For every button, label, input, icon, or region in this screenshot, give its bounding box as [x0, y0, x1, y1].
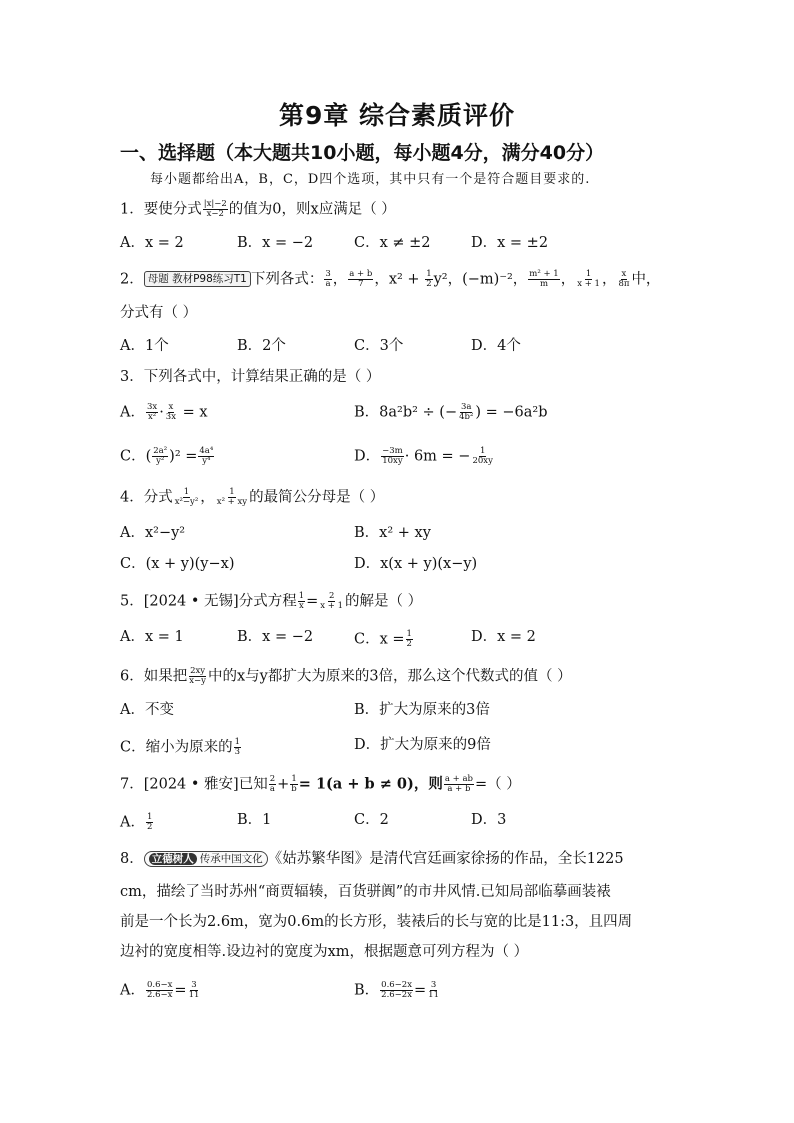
q3-a-f2-num: x	[168, 402, 174, 412]
q5-c-f-den: 2	[406, 638, 412, 649]
q2-frac-2	[348, 270, 373, 289]
question-8-line-3: 前是一个长为2.6m，宽为0.6m的长方形，装裱后的长与宽的比是11:3，且四周	[120, 914, 633, 930]
q3-c-f-den: y²	[156, 455, 165, 466]
q7-option-d[interactable]: D．3	[471, 812, 507, 828]
q3-b-head: 8a²b² ÷ (−	[379, 404, 458, 421]
q4-option-c[interactable]: C．(x + y)(y−x)	[120, 556, 235, 572]
q6-f-num: 2xy	[190, 666, 206, 676]
q3-b-f-num: 3a	[461, 402, 472, 412]
q3-a-frac-2	[165, 403, 177, 422]
question-4-stem: 4．分式 $\frac{1}{\text{x²−y²}}$ ， $\frac{1}{\text{x² + xy}}$ 的最简公分母是（ ）	[120, 487, 385, 507]
question-8-line-4: 边衬的宽度相等.设边衬的宽度为xm，根据题意可列方程为（ ）	[120, 944, 529, 960]
q5-option-b[interactable]: B．x = −2	[237, 629, 314, 645]
q4-f1-num: 1	[183, 487, 190, 497]
q3-d-frac	[381, 447, 404, 466]
q2-f4-num: m² + 1	[529, 269, 559, 279]
question-3-stem: 3．下列各式中，计算结果正确的是（ ）	[120, 369, 381, 385]
q6-pre: 6．如果把	[120, 668, 188, 685]
q8-b-r-num: 3	[430, 980, 437, 990]
q2-option-a[interactable]: A．1个	[120, 338, 169, 354]
q6-c-f-den: 3	[234, 746, 241, 757]
q3-a-label: A．	[120, 404, 145, 421]
q7-option-b[interactable]: B．1	[237, 812, 272, 828]
q7-mid: = 1(a + b ≠ 0)，则	[298, 775, 443, 793]
q1-option-b[interactable]: B．x = −2	[237, 235, 314, 251]
q4-option-a[interactable]: A．x²−y²	[120, 525, 186, 541]
q3-a-f1-den: x²	[147, 411, 157, 422]
question-7-stem	[120, 775, 521, 794]
q8-number: 8．	[120, 851, 144, 867]
q5-c-frac	[406, 630, 413, 649]
q8-b-rhs-frac	[427, 981, 440, 1000]
q1-stem-pre: 1．要使分式	[120, 201, 202, 218]
q7-a-label: A．	[120, 814, 145, 831]
q8-b-f-num: 0.6−2x	[381, 980, 412, 990]
q3-c-r-den: y⁴	[202, 455, 211, 466]
q5-f1-num: 1	[298, 591, 305, 601]
q8-b-f-den: 2.6−2x	[381, 989, 412, 1000]
q2-f4-den: m	[539, 278, 549, 289]
q8-a-f-den: 2.6−x	[146, 989, 173, 1000]
q6-post: 中的x与y都扩大为原来的3倍，那么这个代数式的值（ ）	[207, 668, 572, 685]
question-5-stem	[120, 592, 422, 611]
q6-c-f-num: 1	[234, 737, 241, 747]
q8-culture-tag	[144, 851, 268, 867]
q5-pre: 5．[2024 • 无锡]分式方程	[120, 593, 297, 610]
q4-option-d[interactable]: D．x(x + y)(x−y)	[354, 556, 478, 572]
q7-f3-num: a + ab	[444, 774, 473, 784]
q7-a-f-den: 2	[146, 821, 153, 832]
q5-frac-1	[298, 592, 305, 611]
q8-tag-left: 立德树人	[149, 853, 197, 865]
q3-c-result-frac	[198, 447, 214, 466]
q3-a-f1-num: 3x	[146, 402, 158, 412]
q3-d-f-num: −3m	[382, 446, 403, 456]
q2-option-b[interactable]: B．2个	[237, 338, 286, 354]
q4-frac-1	[174, 488, 200, 507]
q3-b-frac	[458, 403, 474, 422]
q2-f3-num: 1	[426, 269, 432, 279]
q1-fraction	[203, 200, 228, 219]
q3-d-f-den: 10xy	[382, 455, 403, 466]
q6-option-c[interactable]	[120, 738, 242, 757]
q7-frac-2	[290, 775, 297, 794]
q3-c-frac	[152, 447, 168, 466]
q2-f6-den: 8π	[618, 278, 630, 289]
q8-b-frac	[380, 981, 413, 1000]
q8-a-frac	[146, 981, 173, 1000]
question-6-stem	[120, 667, 572, 686]
q2-option-c[interactable]: C．3个	[354, 338, 404, 354]
q6-c-frac	[234, 738, 241, 757]
q6-frac	[188, 667, 207, 686]
q5-f1-den: x	[299, 600, 304, 611]
q3-c-mid: )² =	[169, 448, 198, 465]
q4-frac-2	[216, 488, 248, 507]
section-instruction: 每小题都给出A，B，C，D四个选项，其中只有一个是符合题目要求的.	[150, 172, 591, 187]
question-8-line-2: cm，描绘了当时苏州“商贾辐辏，百货骈阗”的市井风情.已知局部临摹画装裱	[120, 884, 611, 900]
q3-d-r-den: 20xy	[472, 455, 493, 466]
q8-b-label: B．	[354, 982, 380, 999]
q2-expr3a: x² +	[388, 271, 425, 288]
q6-c-label: C．缩小为原来的	[120, 739, 233, 756]
q2-f6-num: x	[621, 269, 627, 279]
q7-plus: +	[277, 776, 290, 793]
q7-a-frac	[146, 813, 153, 832]
q2-source-tag: 母题 教材P98练习T1	[144, 271, 251, 287]
q2-expr3b: y²，(−m)⁻²，	[433, 271, 528, 288]
q8-tag-right: 传承中国文化	[199, 853, 263, 865]
q2-stem-end: 中，	[631, 271, 661, 288]
q5-option-d[interactable]: D．x = 2	[471, 629, 536, 645]
q5-c-f-num: 1	[406, 629, 412, 639]
q3-b-label: B．	[354, 404, 380, 421]
q4-post: 的最简公分母是（ ）	[249, 489, 385, 506]
q1-stem-post: 的值为0，则x应满足（ ）	[228, 201, 396, 218]
q3-d-result-frac	[471, 447, 493, 466]
q8-a-r-num: 3	[191, 980, 197, 990]
q7-f3-den: a + b	[447, 783, 471, 794]
question-8-line-1	[120, 851, 624, 867]
q3-a-tail: = x	[182, 404, 208, 421]
q1-frac-den: x−2	[206, 208, 224, 219]
q3-option-a[interactable]: A． $\frac{3x}{\text{x²}}$ · $\frac{x}{3x}$ = x	[120, 402, 208, 422]
q2-f5-den: x + 1	[577, 278, 600, 289]
q7-frac-1	[269, 775, 276, 794]
q2-f2-den: 7	[358, 278, 364, 289]
q3-d-mid: · 6m = −	[404, 448, 471, 465]
q8-b-r-den: 11	[428, 989, 439, 1000]
q1-option-c[interactable]: C．x ≠ ±2	[354, 235, 431, 251]
question-1-stem	[120, 200, 396, 219]
q3-d-label: D．	[354, 448, 381, 465]
q1-option-d[interactable]: D．x = ±2	[471, 235, 549, 251]
q3-d-r-num: 1	[479, 446, 486, 456]
q4-pre: 4．分式	[120, 489, 173, 506]
q8-line1-text: 《姑苏繁华图》是清代宫廷画家徐扬的作品，全长1225	[267, 851, 624, 867]
q5-eq: =	[306, 593, 319, 610]
q8-b-eq: =	[414, 982, 427, 999]
q3-option-b[interactable]	[354, 403, 548, 422]
q6-option-a[interactable]: A．不变	[120, 702, 174, 718]
q7-f1-num: 2	[269, 774, 276, 784]
q8-a-rhs-frac	[188, 981, 201, 1000]
q8-a-r-den: 11	[188, 989, 200, 1000]
page-title: 第9章 综合素质评价	[278, 101, 516, 130]
q5-f2-num: 2	[328, 591, 335, 601]
q5-frac-2	[319, 592, 344, 611]
q7-option-a[interactable]	[120, 813, 154, 832]
q1-frac-num: |x|−2	[203, 199, 227, 209]
section-header: 一、选择题（本大题共10小题，每小题4分，满分40分）	[120, 142, 605, 164]
q7-frac-3	[444, 775, 474, 794]
q8-option-a[interactable]	[120, 981, 201, 1000]
q3-b-tail: ) = −6a²b	[475, 404, 548, 421]
q2-stem: 下列各式：	[250, 271, 324, 288]
q7-a-f-num: 1	[146, 812, 153, 822]
q3-c-r-num: 4a⁴	[199, 446, 214, 456]
q2-f3-den: 2	[426, 278, 432, 289]
q4-option-b[interactable]: B．x² + xy	[354, 525, 431, 541]
q5-c-label: C．x =	[354, 631, 405, 648]
q2-number: 2．	[120, 271, 144, 288]
q2-frac-4	[528, 270, 559, 289]
q3-option-c[interactable]	[120, 447, 215, 466]
q2-f1-den: a	[325, 278, 331, 289]
q2-frac-3	[425, 270, 432, 289]
q7-f2-num: 1	[291, 774, 297, 784]
q2-frac-1	[324, 270, 331, 289]
q8-a-f-num: 0.6−x	[146, 980, 173, 990]
q8-a-eq: =	[174, 982, 187, 999]
q5-option-c[interactable]	[354, 630, 414, 649]
q2-frac-5	[576, 270, 601, 289]
q7-post: =（ ）	[474, 776, 521, 793]
q3-c-label: C．(	[120, 448, 152, 465]
q8-a-label: A．	[120, 982, 145, 999]
q6-option-b[interactable]: B．扩大为原来的3倍	[354, 702, 490, 718]
q7-f1-den: a	[269, 783, 275, 794]
q3-option-d[interactable]	[354, 447, 495, 466]
q2-f5-num: 1	[585, 269, 592, 279]
q7-f2-den: b	[291, 783, 297, 794]
q7-option-c[interactable]: C．2	[354, 812, 389, 828]
q8-option-b[interactable]	[354, 981, 441, 1000]
q2-f1-num: 3	[325, 269, 331, 279]
q4-f2-den: x² + xy	[216, 496, 248, 507]
q2-f2-num: a + b	[349, 269, 373, 279]
q6-f-den: x−y	[189, 675, 206, 686]
q3-a-frac-1	[146, 403, 158, 422]
q3-c-f-num: 2a²	[153, 446, 168, 456]
q5-f2-den: x + 1	[320, 600, 344, 611]
q4-f1-den: x²−y²	[174, 496, 199, 507]
q2-frac-6	[617, 270, 630, 289]
q3-a-f2-den: 3x	[165, 411, 176, 422]
q5-option-a[interactable]: A．x = 1	[120, 629, 184, 645]
q3-b-f-den: 4b²	[459, 411, 474, 422]
q7-pre: 7．[2024 • 雅安]已知	[120, 776, 268, 793]
q4-f2-num: 1	[229, 487, 235, 497]
q2-option-d[interactable]: D．4个	[471, 338, 521, 354]
q5-post: 的解是（ ）	[345, 593, 423, 610]
q2-line-2: 分式有（ ）	[120, 305, 198, 321]
question-2-stem: 2． 母题 教材P98练习T1 下列各式： $\frac{3}{a}$ ， $\frac{a + b}{7}$ ，x² + $\frac{1}{2}$ y²，(−m)⁻²， $\frac{\text{m² + 1}}{m}$ ， $\frac{1}{x + 1}$ ， $\frac{x}{8\pi}$ 中，	[120, 269, 661, 289]
q1-option-a[interactable]: A．x = 2	[120, 235, 184, 251]
q6-option-d[interactable]: D．扩大为原来的9倍	[354, 737, 491, 753]
